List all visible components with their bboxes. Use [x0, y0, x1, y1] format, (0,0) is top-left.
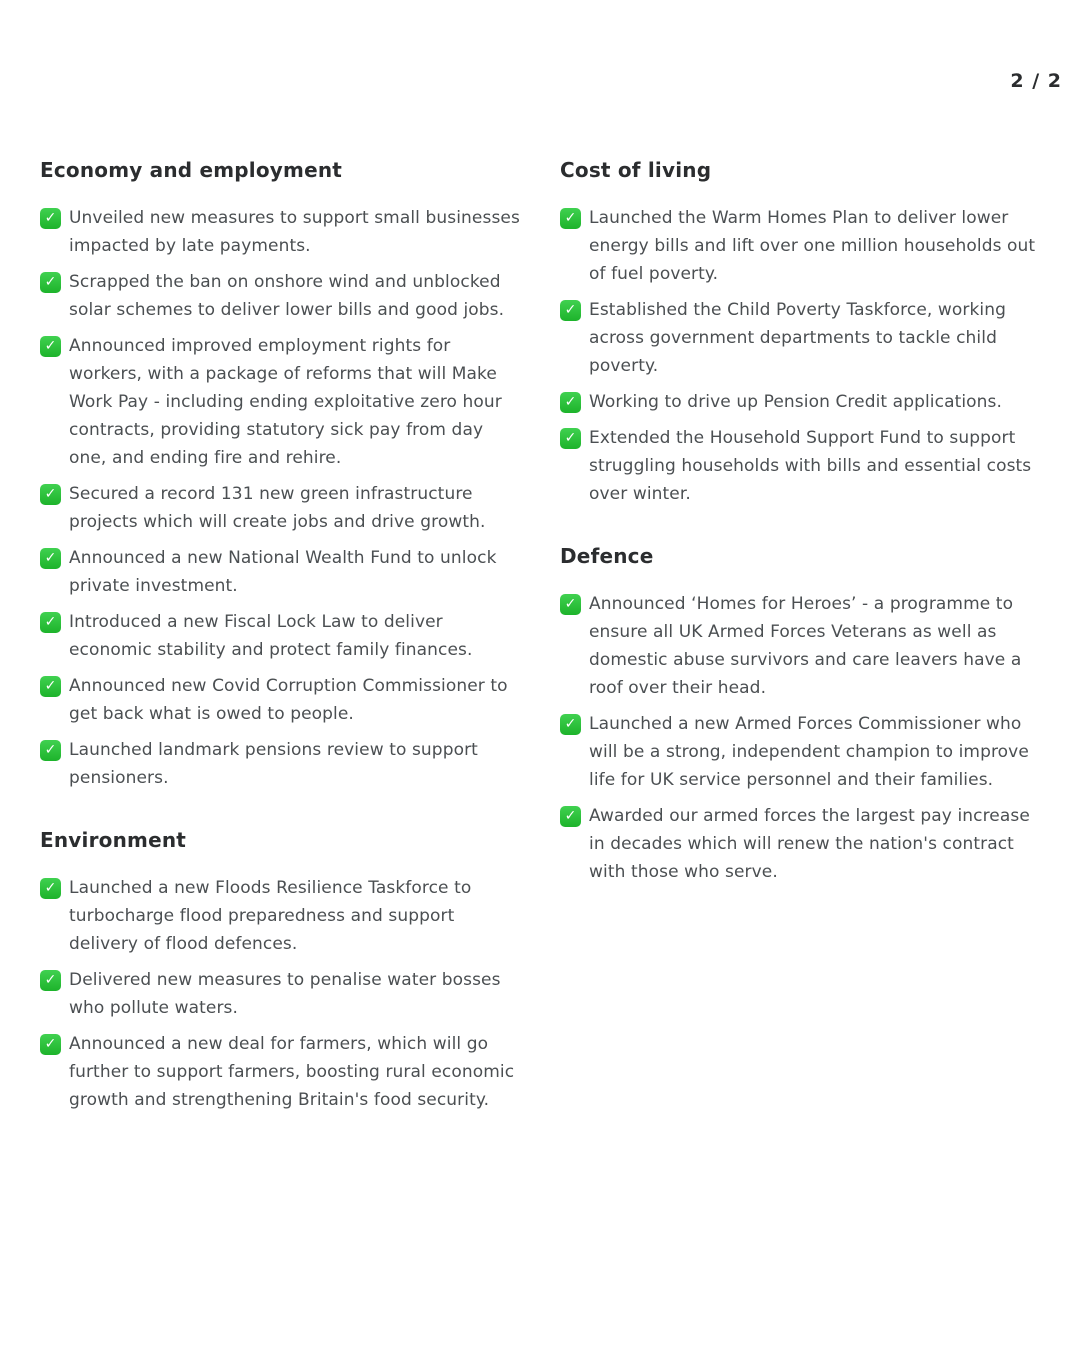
check-icon: ✓ [40, 612, 61, 633]
section-cost-of-living [560, 156, 1040, 508]
checklist-item [40, 268, 520, 324]
checklist-item [560, 388, 1040, 416]
check-icon: ✓ [40, 548, 61, 569]
checklist-item-text: Established the Child Poverty Taskforce, working across government departments to tackle child poverty. [589, 300, 1007, 376]
checklist-item-text: Secured a record 131 new green infrastructure projects which will create jobs and drive growth. [69, 484, 486, 532]
checklist-item [40, 608, 520, 664]
section-title: Environment [40, 828, 187, 852]
checklist-item-text: Introduced a new Fiscal Lock Law to deliver economic stability and protect family finances. [69, 612, 473, 660]
checklist-item [40, 736, 520, 792]
checklist-item-text: Unveiled new measures to support small businesses impacted by late payments. [69, 208, 520, 256]
checklist-item-text: Launched a new Armed Forces Commissioner who will be a strong, independent champion to improve life for UK service personnel and their families. [589, 714, 1029, 790]
check-icon: ✓ [560, 208, 581, 229]
right-column [560, 156, 1040, 1122]
check-icon: ✓ [40, 970, 61, 991]
checklist-item [560, 204, 1040, 288]
section-economy-and-employment [40, 156, 520, 792]
checklist-item [40, 204, 520, 260]
check-icon: ✓ [40, 676, 61, 697]
check-icon: ✓ [560, 714, 581, 735]
check-icon: ✓ [560, 392, 581, 413]
check-icon: ✓ [40, 208, 61, 229]
checklist-item-text: Announced improved employment rights for workers, with a package of reforms that will Make Work Pay - including ending exploitative zero hour contracts, providing statutory sick pay from day one, and ending fire and rehire. [69, 336, 502, 468]
check-icon: ✓ [40, 336, 61, 357]
checklist-item [560, 802, 1040, 886]
checklist-item-text: Awarded our armed forces the largest pay increase in decades which will renew the nation's contract with those who serve. [589, 806, 1030, 882]
left-column [40, 156, 520, 1122]
check-icon: ✓ [560, 300, 581, 321]
checklist-item-text: Launched landmark pensions review to support pensioners. [69, 740, 478, 788]
check-icon: ✓ [40, 1034, 61, 1055]
checklist-item-text: Announced a new deal for farmers, which will go further to support farmers, boosting rural economic growth and strengthening Britain's food security. [69, 1034, 515, 1110]
checklist-item [560, 296, 1040, 380]
check-icon: ✓ [560, 806, 581, 827]
check-icon: ✓ [40, 484, 61, 505]
check-icon: ✓ [40, 740, 61, 761]
checklist-item [40, 332, 520, 472]
checklist-item [560, 424, 1040, 508]
check-icon: ✓ [40, 272, 61, 293]
checklist-item [40, 672, 520, 728]
checklist-item [40, 1030, 520, 1114]
checklist-item [40, 544, 520, 600]
checklist-item-text: Announced ‘Homes for Heroes’ - a programme to ensure all UK Armed Forces Veterans as well as domestic abuse survivors and care leavers have a roof over their head. [589, 594, 1022, 698]
checklist-item [40, 966, 520, 1022]
checklist-item [40, 874, 520, 958]
page-number: 2 / 2 [1010, 70, 1062, 92]
check-icon: ✓ [40, 878, 61, 899]
check-icon: ✓ [560, 594, 581, 615]
section-title: Economy and employment [40, 158, 343, 182]
check-icon: ✓ [560, 428, 581, 449]
checklist-item-text: Launched a new Floods Resilience Taskforce to turbocharge flood preparedness and support delivery of flood defences. [69, 878, 472, 954]
section-title: Cost of living [560, 158, 712, 182]
checklist-item [40, 480, 520, 536]
checklist-item-text: Working to drive up Pension Credit applications. [589, 392, 1003, 412]
checklist-item-text: Scrapped the ban on onshore wind and unblocked solar schemes to deliver lower bills and good jobs. [69, 272, 505, 320]
checklist-item-text: Announced new Covid Corruption Commissioner to get back what is owed to people. [69, 676, 508, 724]
checklist-item-text: Announced a new National Wealth Fund to unlock private investment. [69, 548, 497, 596]
checklist-item [560, 710, 1040, 794]
section-title: Defence [560, 544, 654, 568]
checklist-item-text: Delivered new measures to penalise water bosses who pollute waters. [69, 970, 501, 1018]
checklist-item-text: Extended the Household Support Fund to support struggling households with bills and essential costs over winter. [589, 428, 1032, 504]
checklist-item [560, 590, 1040, 702]
section-environment [40, 826, 520, 1114]
section-defence [560, 542, 1040, 886]
checklist-item-text: Launched the Warm Homes Plan to deliver lower energy bills and lift over one million households out of fuel poverty. [589, 208, 1036, 284]
